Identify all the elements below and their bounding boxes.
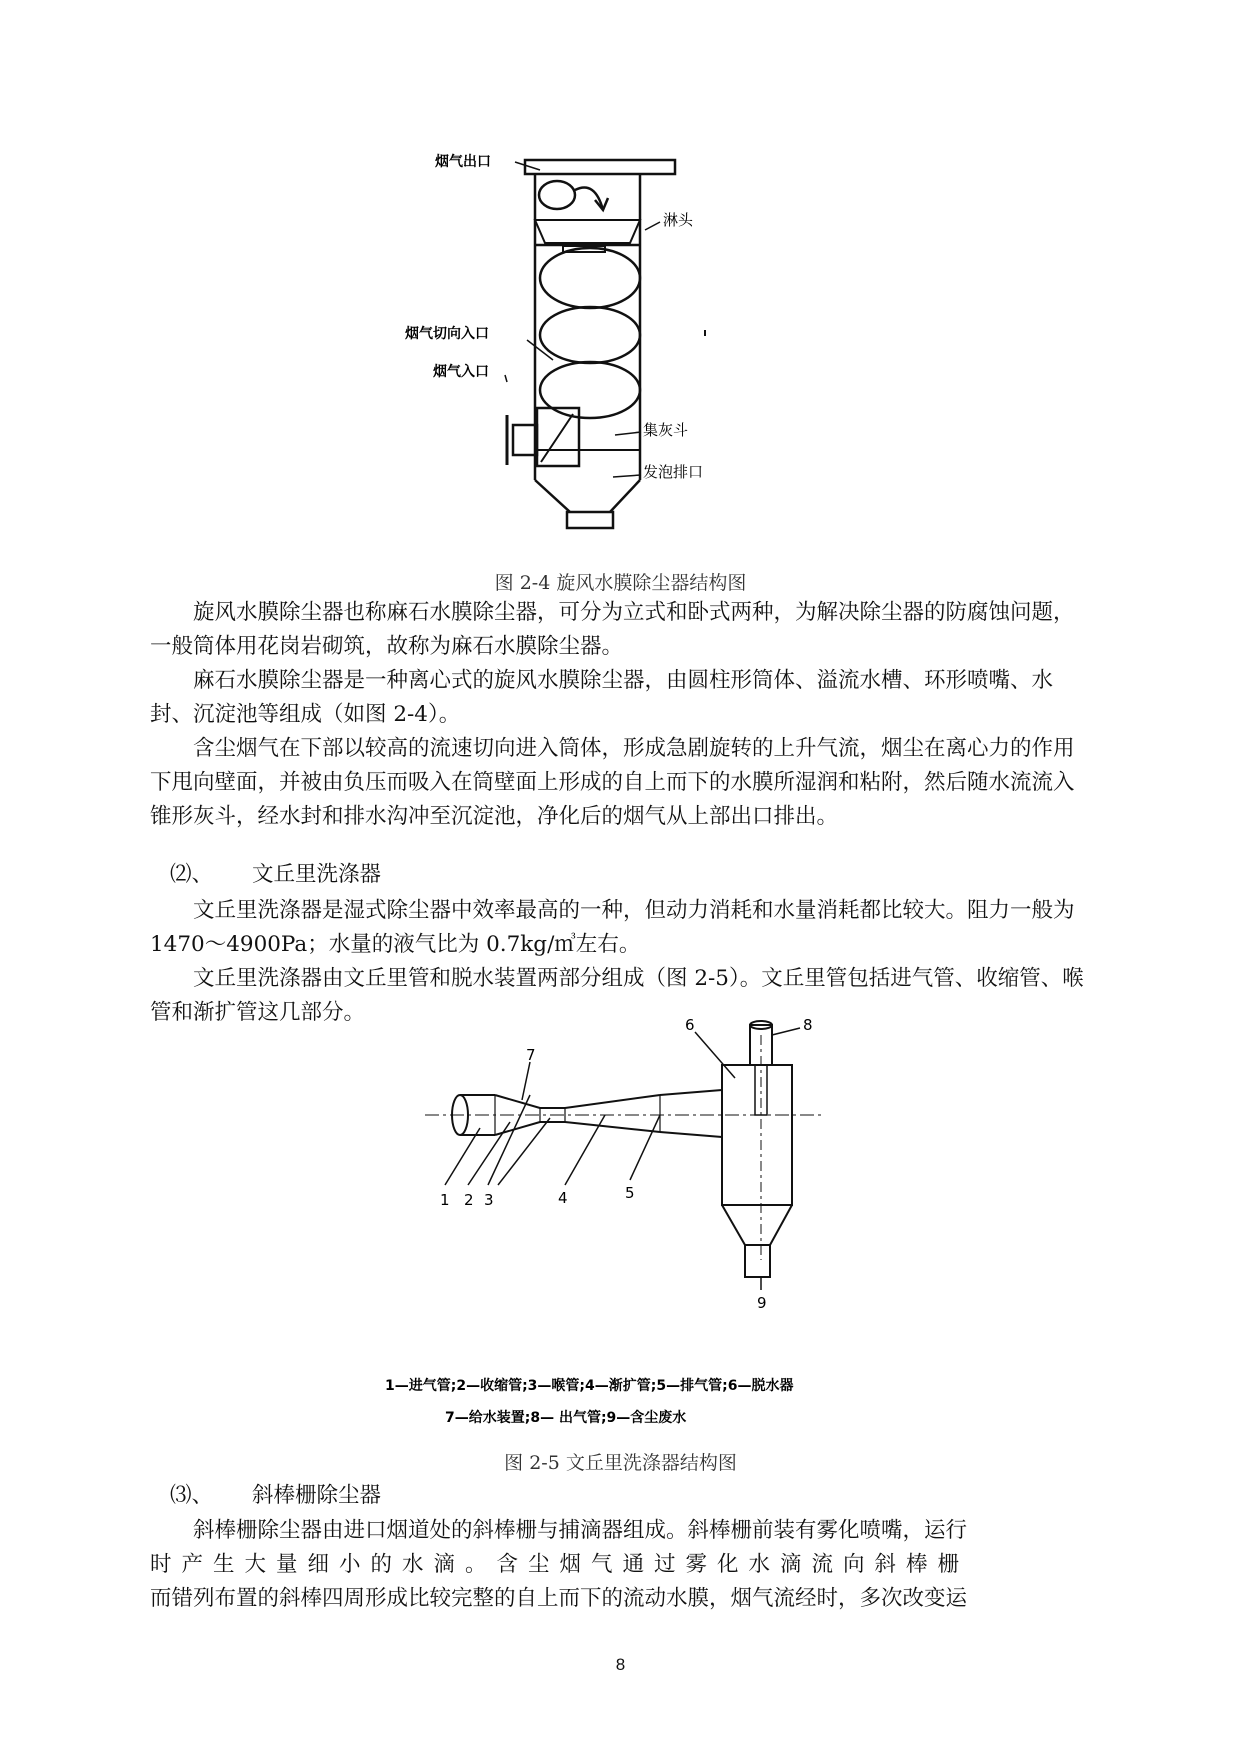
part-number-2: 2: [464, 1191, 474, 1209]
part-number-7: 7: [526, 1046, 536, 1064]
figure-2-5-legend-line-1: 1—进气管;2—收缩管;3—喉管;4—渐扩管;5—排气管;6—脱水器: [385, 1378, 794, 1394]
label-foam-drain: 发泡排口: [643, 463, 704, 481]
label-flue-gas-outlet: 烟气出口: [435, 154, 491, 170]
figure-2-5-legend-line-2: 7—给水装置;8— 出气管;9—含尘废水: [445, 1410, 687, 1426]
section-title-3: 斜棒栅除尘器: [252, 1483, 382, 1508]
paragraph-5-text: 文丘里洗涤器由文丘里管和脱水装置两部分组成（图 2-5）。文丘里管包括进气管、收缩管、喉管和渐扩管这几部分。: [150, 966, 1084, 1025]
paragraph-3-text: 含尘烟气在下部以较高的流速切向进入筒体，形成急剧旋转的上升气流，烟尘在离心力的作用下甩向壁面，并被由负压而吸入在筒壁面上形成的自上而下的水膜所湿润和粘附，然后随水流流入锥形灰斗，经水封和排水沟冲至沉淀池，净化后的烟气从上部出口排出。: [150, 736, 1075, 829]
figure-cyclone-water-film-diagram: [405, 150, 805, 565]
paragraph-1-text: 旋风水膜除尘器也称麻石水膜除尘器，可分为立式和卧式两种，为解决除尘器的防腐蚀问题，一般筒体用花岗岩砌筑，故称为麻石水膜除尘器。: [150, 600, 1075, 659]
label-spray-head: 淋头: [663, 211, 694, 229]
label-ash-hopper: 集灰斗: [643, 421, 689, 439]
part-number-1: 1: [440, 1191, 450, 1209]
part-number-5: 5: [625, 1184, 635, 1202]
paragraph-6-line-2: 时产生大量细小的水滴。含尘烟气通过雾化水滴流向斜棒栅: [150, 1552, 970, 1577]
figure-2-5-caption: 图 2-5 文丘里洗涤器结构图: [504, 1452, 737, 1474]
paragraph-2: [150, 664, 1095, 732]
part-number-4: 4: [558, 1189, 568, 1207]
paragraph-6-line-1: [150, 1514, 1095, 1548]
part-number-3: 3: [484, 1191, 494, 1209]
paragraph-2-text: 麻石水膜除尘器是一种离心式的旋风水膜除尘器，由圆柱形筒体、溢流水槽、环形喷嘴、水封、沉淀池等组成（如图 2-4）。: [150, 668, 1054, 727]
part-number-8: 8: [803, 1016, 813, 1034]
paragraph-6-line-3: 而错列布置的斜棒四周形成比较完整的自上而下的流动水膜，烟气流经时，多次改变运: [150, 1586, 968, 1611]
figure-venturi-scrubber-diagram: [360, 1016, 880, 1440]
part-number-6: 6: [685, 1016, 695, 1034]
paragraph-3: [150, 732, 1095, 834]
paragraph-6-line-1-text: 斜棒栅除尘器由进口烟道处的斜棒栅与捕滴器组成。斜棒栅前装有雾化喷嘴，运行: [193, 1518, 968, 1543]
section-heading-2: [170, 857, 381, 888]
section-number-2: ⑵、: [170, 862, 214, 887]
figure-2-4-caption: 图 2-4 旋风水膜除尘器结构图: [494, 572, 747, 594]
paragraph-4-text: 文丘里洗涤器是湿式除尘器中效率最高的一种，但动力消耗和水量消耗都比较大。阻力一般为 1470～4900Pa；水量的液气比为 0.7kg/㎥左右。: [150, 898, 1075, 957]
label-tangential-inlet: 烟气切向入口: [405, 326, 489, 342]
page-number: 8: [615, 1655, 626, 1674]
section-heading-3: [170, 1478, 381, 1509]
paragraph-4: [150, 894, 1095, 962]
label-flue-gas-inlet: 烟气入口: [433, 364, 489, 380]
section-title-2: 文丘里洗涤器: [252, 862, 382, 887]
part-number-9: 9: [757, 1294, 767, 1312]
section-number-3: ⑶、: [170, 1483, 214, 1508]
paragraph-1: [150, 596, 1095, 664]
